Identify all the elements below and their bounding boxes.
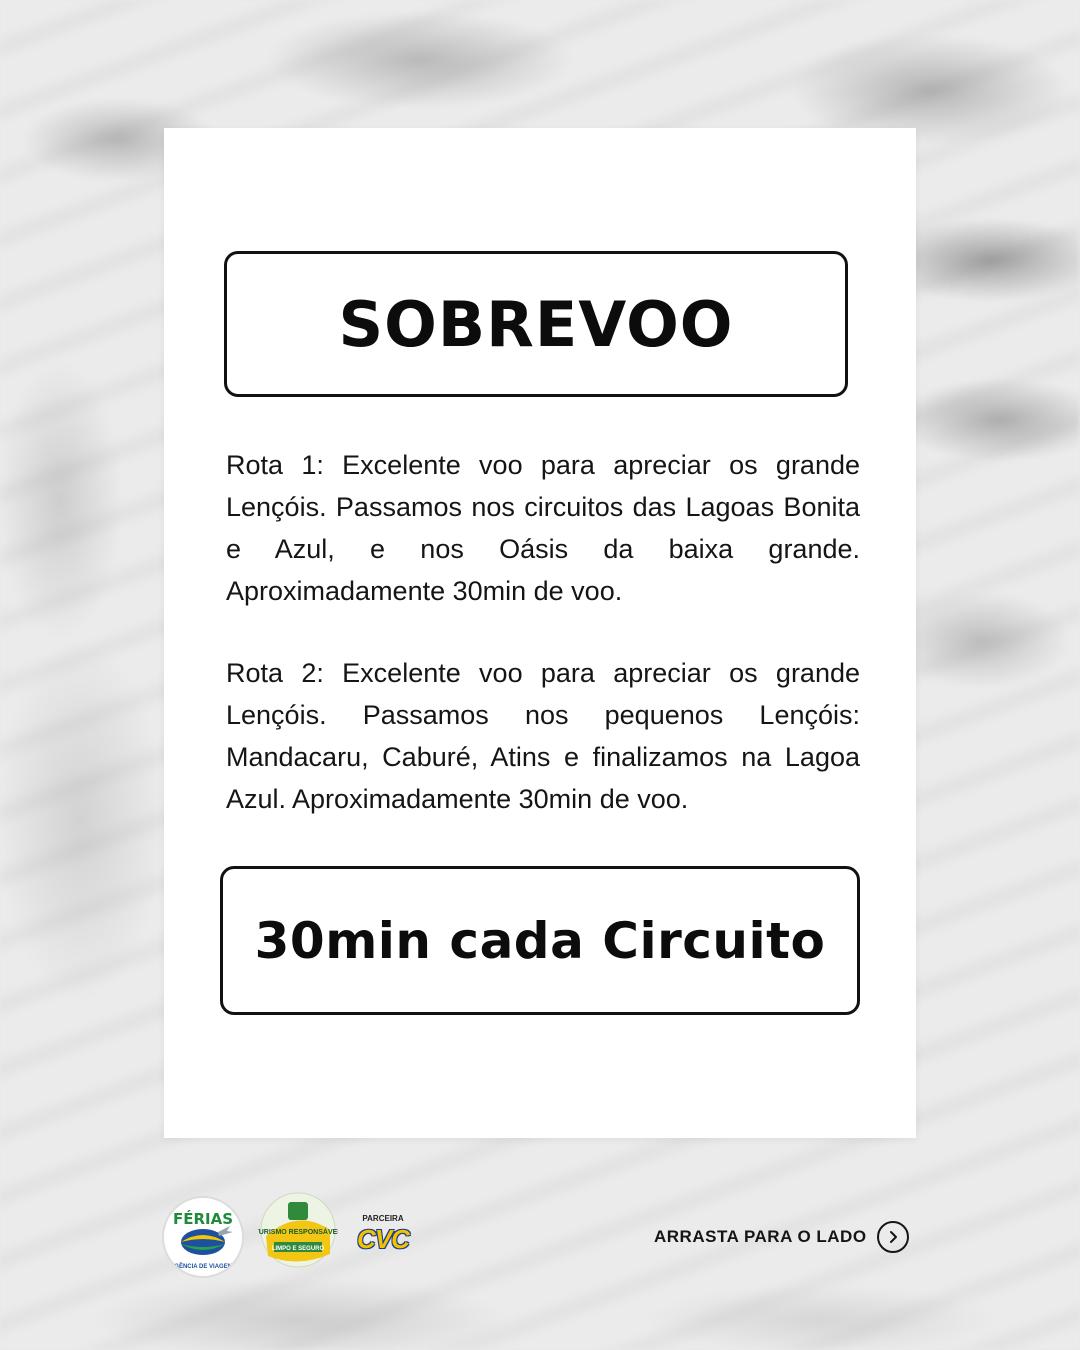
duration-frame xyxy=(220,866,860,1015)
swipe-hint[interactable] xyxy=(654,1221,909,1253)
cvc-partner-label: PARCEIRA xyxy=(362,1214,404,1223)
route-1-description: Rota 1: Excelente voo para apreciar os grande Lençóis. Passamos nos circuitos das Lagoas Bonita e Azul, e nos Oásis da baixa grande. Aproximadamente 30min de voo. xyxy=(226,450,860,606)
svg-text:TURISMO RESPONSÁVEL: TURISMO RESPONSÁVEL xyxy=(258,1229,338,1236)
ferias-logo xyxy=(162,1196,244,1278)
title-frame xyxy=(224,251,848,397)
svg-text:FÉRIAS: FÉRIAS xyxy=(172,1210,234,1228)
duration-label: 30min cada Circuito xyxy=(254,911,826,970)
cvc-logo xyxy=(348,1214,418,1260)
turismo-responsavel-seal xyxy=(258,1190,338,1270)
swipe-label: ARRASTA PARA O LADO xyxy=(654,1227,867,1246)
svg-text:AGÊNCIA DE VIAGENS: AGÊNCIA DE VIAGENS xyxy=(169,1264,237,1270)
content-card xyxy=(164,128,916,1138)
cvc-wordmark: CVC xyxy=(357,1224,409,1254)
route-2-description: Rota 2: Excelente voo para apreciar os grande Lençóis. Passamos nos pequenos Lençóis: Mandacaru, Caburé, Atins e finalizamos na Lagoa Azul. Aproximadamente 30min de voo. xyxy=(226,658,860,814)
page-title: SOBREVOO xyxy=(338,287,734,361)
svg-text:LIMPO E SEGURO: LIMPO E SEGURO xyxy=(271,1246,325,1252)
chevron-right-circle-icon[interactable] xyxy=(877,1221,909,1253)
